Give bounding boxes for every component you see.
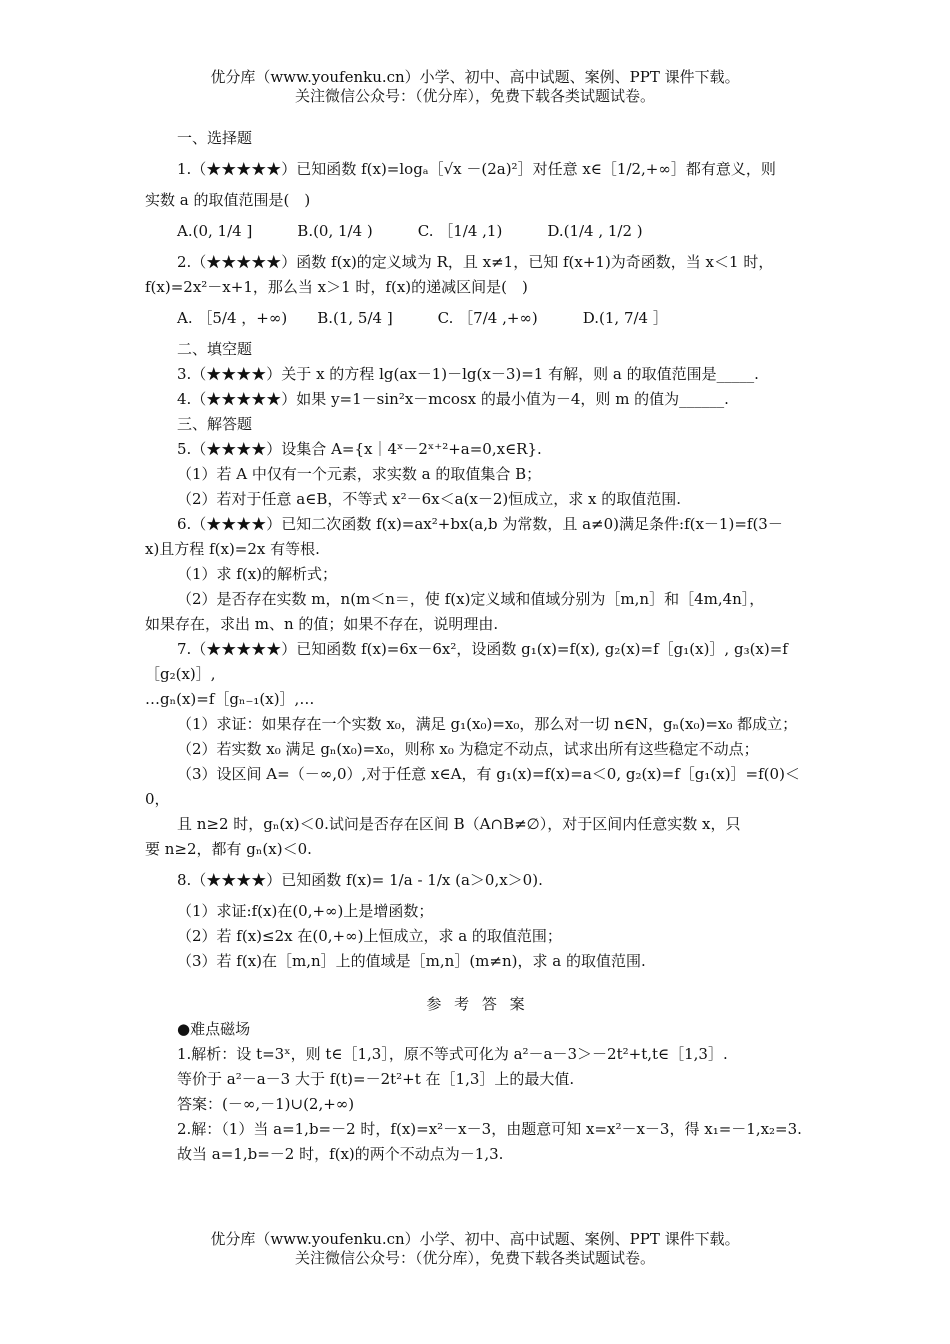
- question-1: 1.（★★★★★）已知函数 f(x)=logₐ［√x －(2a)²］对任意 x∈［1/2,+∞］都有意义，则: [177, 160, 776, 178]
- question-4: 4.（★★★★★）如果 y=1－sin²x－mcosx 的最小值为－4，则 m 的值为______.: [177, 390, 729, 408]
- question-7-cont-1: ［g₂(x)］,: [145, 665, 216, 683]
- question-5-part-1: （1）若 A 中仅有一个元素，求实数 a 的取值集合 B；: [177, 465, 542, 483]
- question-7-cont-2: …gₙ(x)=f［gₙ₋₁(x)］,…: [145, 690, 315, 708]
- question-5: 5.（★★★★）设集合 A={x｜4ˣ－2ˣ⁺²+a=0,x∈R}.: [177, 440, 542, 458]
- page-header: [0, 68, 950, 106]
- document-body: [145, 126, 810, 1167]
- question-7-part-3-cont-2: 且 n≥2 时，gₙ(x)＜0.试问是否存在区间 B（A∩B≠∅），对于区间内任意实数 x，只: [177, 815, 741, 833]
- question-6-part-1: （1）求 f(x)的解析式；: [177, 565, 338, 583]
- question-6-cont: x)且方程 f(x)=2x 有等根.: [145, 540, 320, 558]
- question-8-part-1: （1）求证:f(x)在(0,+∞)上是增函数；: [177, 902, 434, 920]
- question-6-part-2: （2）是否存在实数 m，n(m＜n＝，使 f(x)定义域和值域分别为［m,n］和［4m,4n］，: [177, 590, 765, 608]
- question-7-part-3: （3）设区间 A=（－∞,0）,对于任意 x∈A，有 g₁(x)=f(x)=a＜0, g₂(x)=f［g₁(x)］=f(0)＜: [177, 765, 800, 783]
- question-7-part-3-cont: 0，: [145, 790, 170, 808]
- question-2-cont: f(x)=2x²－x+1，那么当 x＞1 时，f(x)的递减区间是( ): [145, 278, 528, 296]
- question-2-options: A. ［5/4 ，+∞) B.(1, 5/4 ] C. ［7/4 ,+∞) D.(1, 7/4 ］: [177, 309, 668, 327]
- footer-line-1: 优分库（www.youfenku.cn）小学、初中、高中试题、案例、PPT 课件下载。: [210, 1230, 740, 1248]
- footer-line-2: 关注微信公众号：（优分库），免费下载各类试题试卷。: [294, 1249, 655, 1267]
- question-7-part-2: （2）若实数 x₀ 满足 gₙ(x₀)=x₀，则称 x₀ 为稳定不动点，试求出所有这些稳定不动点；: [177, 740, 759, 758]
- question-8-part-3: （3）若 f(x)在［m,n］上的值域是［m,n］(m≠n)，求 a 的取值范围.: [177, 952, 646, 970]
- section-heading-answer: 三、解答题: [177, 415, 253, 433]
- answer-1: 1.解析：设 t=3ˣ，则 t∈［1,3］，原不等式可化为 a²－a－3＞－2t²+t,t∈［1,3］.: [177, 1045, 728, 1063]
- question-6-part-2-cont: 如果存在，求出 m、n 的值；如果不存在，说明理由.: [145, 615, 499, 633]
- question-8-part-2: （2）若 f(x)≤2x 在(0,+∞)上恒成立，求 a 的取值范围；: [177, 927, 562, 945]
- header-line-1: 优分库（www.youfenku.cn）小学、初中、高中试题、案例、PPT 课件下载。: [210, 68, 740, 86]
- question-7-part-3-cont-3: 要 n≥2，都有 gₙ(x)＜0.: [145, 840, 312, 858]
- answers-subheading: ●难点磁场: [177, 1020, 251, 1038]
- question-6: 6.（★★★★）已知二次函数 f(x)=ax²+bx(a,b 为常数，且 a≠0)满足条件:f(x－1)=f(3－: [177, 515, 783, 533]
- section-heading-choice: 一、选择题: [177, 129, 253, 147]
- answer-2-cont: 故当 a=1,b=－2 时，f(x)的两个不动点为－1,3.: [177, 1145, 504, 1163]
- question-1-cont: 实数 a 的取值范围是( ): [145, 191, 311, 209]
- question-1-options: A.(0, 1/4 ] B.(0, 1/4 ) C. ［1/4 ,1) D.(1/4 , 1/2 ): [177, 222, 643, 240]
- page-footer: [0, 1230, 950, 1268]
- question-2: 2.（★★★★★）函数 f(x)的定义域为 R，且 x≠1，已知 f(x+1)为奇函数，当 x＜1 时，: [177, 253, 774, 271]
- answer-1-cont: 等价于 a²－a－3 大于 f(t)=－2t²+t 在［1,3］上的最大值.: [177, 1070, 575, 1088]
- answer-1-result: 答案：(－∞,－1)∪(2,+∞): [177, 1095, 355, 1113]
- answer-2: 2.解：（1）当 a=1,b=－2 时，f(x)=x²－x－3，由题意可知 x=x²－x－3，得 x₁=－1,x₂=3.: [177, 1120, 802, 1138]
- question-7: 7.（★★★★★）已知函数 f(x)=6x－6x²，设函数 g₁(x)=f(x), g₂(x)=f［g₁(x)］, g₃(x)=f: [177, 640, 788, 658]
- section-heading-fill: 二、填空题: [177, 340, 253, 358]
- header-line-2: 关注微信公众号：（优分库），免费下载各类试题试卷。: [294, 87, 655, 105]
- reference-answers-title: 参 考 答 案: [426, 995, 529, 1013]
- question-7-part-1: （1）求证：如果存在一个实数 x₀，满足 g₁(x₀)=x₀，那么对一切 n∈N，gₙ(x₀)=x₀ 都成立；: [177, 715, 798, 733]
- question-3: 3.（★★★★）关于 x 的方程 lg(ax－1)－lg(x－3)=1 有解，则 a 的取值范围是_____.: [177, 365, 759, 383]
- question-5-part-2: （2）若对于任意 a∈B，不等式 x²－6x＜a(x－2)恒成立，求 x 的取值范围.: [177, 490, 682, 508]
- question-8: 8.（★★★★）已知函数 f(x)= 1/a - 1/x (a＞0,x＞0).: [177, 871, 543, 889]
